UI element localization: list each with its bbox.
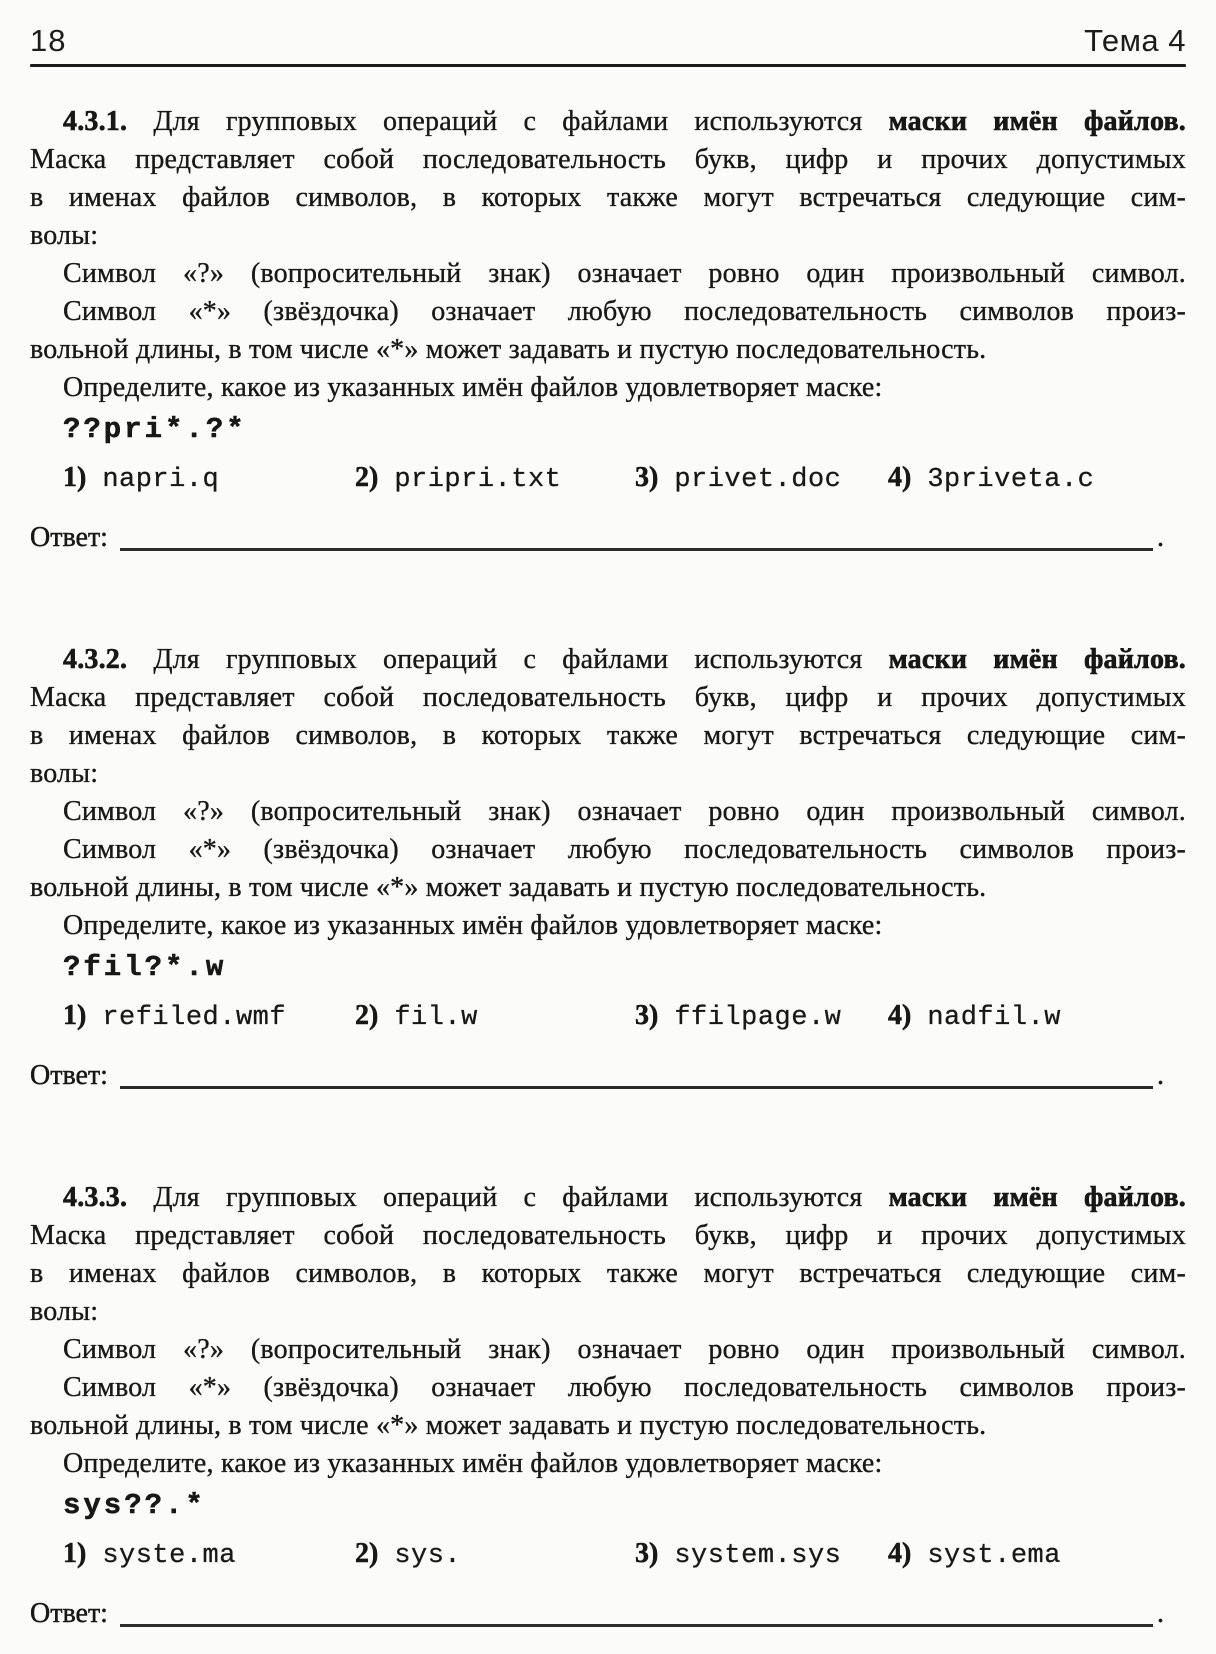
intro-line-1 bbox=[30, 641, 1186, 679]
intro-lead-text: Для групповых операций с файлами используются bbox=[153, 644, 863, 675]
option-filename: sys. bbox=[394, 1541, 462, 1571]
answer-blank-line bbox=[120, 1623, 1153, 1627]
option-number: 4) bbox=[888, 462, 912, 493]
asterisk-rule-line-2: вольной длины, в том числе «*» может задавать и пустую последовательность. bbox=[30, 872, 987, 903]
file-mask: ??pri*.?* bbox=[63, 413, 247, 446]
task-prompt-line: Определите, какое из указанных имён файлов удовлетворяет маске: bbox=[63, 1448, 883, 1479]
answer-period: . bbox=[1157, 1060, 1164, 1091]
option-2 bbox=[355, 1535, 635, 1575]
qmark-rule-line: Символ «?» (вопросительный знак) означает ровно один произвольный символ. bbox=[63, 796, 1186, 827]
intro-line-2: Маска представляет собой последовательность букв, цифр и прочих допустимых bbox=[30, 144, 1186, 175]
header-rule bbox=[30, 64, 1186, 67]
option-3 bbox=[635, 997, 888, 1037]
option-number: 3) bbox=[635, 1000, 659, 1031]
answer-label: Ответ: bbox=[30, 1598, 108, 1629]
option-3 bbox=[635, 1535, 888, 1575]
intro-line-3: в именах файлов символов, в которых также могут встречаться следующие сим- bbox=[30, 182, 1186, 213]
option-1 bbox=[63, 997, 355, 1037]
option-filename: fil.w bbox=[394, 1003, 478, 1033]
option-1 bbox=[63, 459, 355, 499]
task-prompt-line: Определите, какое из указанных имён файлов удовлетворяет маске: bbox=[63, 910, 883, 941]
option-4 bbox=[888, 997, 1186, 1037]
option-number: 3) bbox=[635, 1538, 659, 1569]
intro-line-4: волы: bbox=[30, 220, 99, 251]
option-number: 2) bbox=[355, 1538, 379, 1569]
answer-row bbox=[30, 1595, 1186, 1633]
option-filename: 3priveta.c bbox=[927, 465, 1095, 495]
topic-header: Тема 4 bbox=[1084, 23, 1186, 58]
asterisk-rule-line-1: Символ «*» (звёздочка) означает любую последовательность символов произ- bbox=[63, 834, 1186, 865]
option-number: 3) bbox=[635, 462, 659, 493]
exercise-number: 4.3.2. bbox=[63, 644, 128, 675]
asterisk-rule-line-2: вольной длины, в том числе «*» может задавать и пустую последовательность. bbox=[30, 334, 987, 365]
exercise-4-3-1 bbox=[30, 103, 1186, 557]
page-number: 18 bbox=[30, 23, 67, 58]
intro-line-3: в именах файлов символов, в которых также могут встречаться следующие сим- bbox=[30, 1258, 1186, 1289]
answer-blank-line bbox=[120, 547, 1153, 551]
intro-line-3: в именах файлов символов, в которых также могут встречаться следующие сим- bbox=[30, 720, 1186, 751]
option-4 bbox=[888, 1535, 1186, 1575]
option-filename: refiled.wmf bbox=[102, 1003, 287, 1033]
options-row bbox=[30, 997, 1186, 1037]
option-filename: ffilpage.w bbox=[674, 1003, 842, 1033]
options-row bbox=[30, 1535, 1186, 1575]
asterisk-rule-line-1: Символ «*» (звёздочка) означает любую последовательность символов произ- bbox=[63, 296, 1186, 327]
intro-lead-text: Для групповых операций с файлами используются bbox=[153, 1182, 863, 1213]
options-row bbox=[30, 459, 1186, 499]
qmark-rule-line: Символ «?» (вопросительный знак) означает ровно один произвольный символ. bbox=[63, 1334, 1186, 1365]
answer-row bbox=[30, 519, 1186, 557]
option-3 bbox=[635, 459, 888, 499]
exercise-4-3-2 bbox=[30, 641, 1186, 1095]
answer-period: . bbox=[1157, 522, 1164, 553]
answer-period: . bbox=[1157, 1598, 1164, 1629]
intro-bold-phrase: маски имён файлов. bbox=[888, 1182, 1186, 1213]
option-2 bbox=[355, 997, 635, 1037]
page-header bbox=[30, 24, 1186, 57]
option-number: 1) bbox=[63, 1000, 87, 1031]
task-prompt-line: Определите, какое из указанных имён файлов удовлетворяет маске: bbox=[63, 372, 883, 403]
option-number: 4) bbox=[888, 1538, 912, 1569]
asterisk-rule-line-2: вольной длины, в том числе «*» может задавать и пустую последовательность. bbox=[30, 1410, 987, 1441]
exercise-number: 4.3.3. bbox=[63, 1182, 128, 1213]
intro-line-4: волы: bbox=[30, 1296, 99, 1327]
exercise-4-3-3 bbox=[30, 1179, 1186, 1633]
option-filename: pripri.txt bbox=[394, 465, 562, 495]
asterisk-rule-line-1: Символ «*» (звёздочка) означает любую последовательность символов произ- bbox=[63, 1372, 1186, 1403]
option-filename: nadfil.w bbox=[927, 1003, 1061, 1033]
intro-bold-phrase: маски имён файлов. bbox=[888, 106, 1186, 137]
exercise-number: 4.3.1. bbox=[63, 106, 128, 137]
answer-label: Ответ: bbox=[30, 1060, 108, 1091]
option-number: 4) bbox=[888, 1000, 912, 1031]
option-number: 2) bbox=[355, 1000, 379, 1031]
intro-lead-text: Для групповых операций с файлами используются bbox=[153, 106, 863, 137]
option-number: 2) bbox=[355, 462, 379, 493]
intro-line-1 bbox=[30, 103, 1186, 141]
file-mask: ?fil?*.w bbox=[63, 951, 227, 984]
answer-label: Ответ: bbox=[30, 522, 108, 553]
file-mask: sys??.* bbox=[63, 1489, 206, 1522]
option-filename: privet.doc bbox=[674, 465, 842, 495]
option-2 bbox=[355, 459, 635, 499]
option-4 bbox=[888, 459, 1186, 499]
intro-line-1 bbox=[30, 1179, 1186, 1217]
answer-row bbox=[30, 1057, 1186, 1095]
option-filename: napri.q bbox=[102, 465, 220, 495]
intro-bold-phrase: маски имён файлов. bbox=[888, 644, 1186, 675]
answer-blank-line bbox=[120, 1085, 1153, 1089]
intro-line-2: Маска представляет собой последовательность букв, цифр и прочих допустимых bbox=[30, 1220, 1186, 1251]
qmark-rule-line: Символ «?» (вопросительный знак) означает ровно один произвольный символ. bbox=[63, 258, 1186, 289]
option-number: 1) bbox=[63, 1538, 87, 1569]
option-number: 1) bbox=[63, 462, 87, 493]
option-filename: system.sys bbox=[674, 1541, 842, 1571]
intro-line-2: Маска представляет собой последовательность букв, цифр и прочих допустимых bbox=[30, 682, 1186, 713]
intro-line-4: волы: bbox=[30, 758, 99, 789]
option-filename: syst.ema bbox=[927, 1541, 1061, 1571]
option-1 bbox=[63, 1535, 355, 1575]
option-filename: syste.ma bbox=[102, 1541, 236, 1571]
